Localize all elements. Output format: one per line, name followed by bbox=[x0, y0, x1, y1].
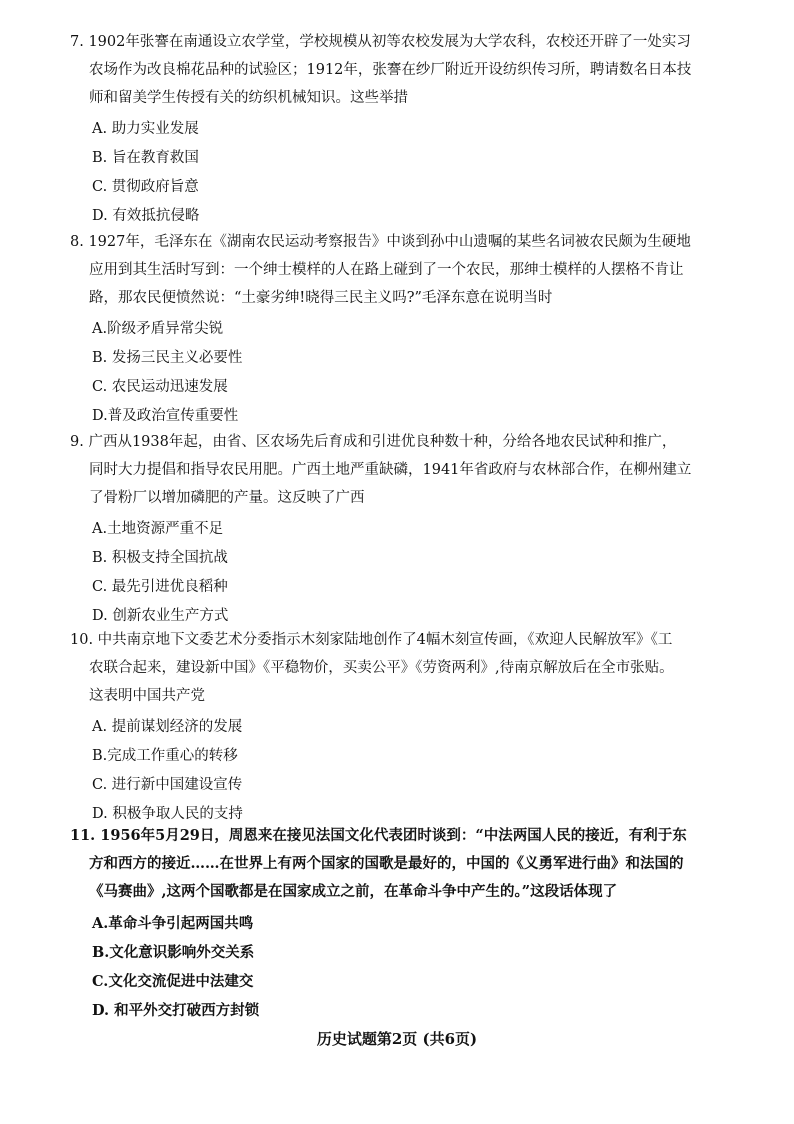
option-a: A. 助力实业发展 bbox=[92, 121, 199, 137]
stem-line: 农联合起来，建设新中国》《平稳物价，买卖公平》《劳资两利》,待南京解放后在全市张贴。 bbox=[89, 660, 674, 676]
stem-line: 10. 中共南京地下文委艺术分委指示木刻家陆地创作了4幅木刻宣传画，《欢迎人民解放军》《工 bbox=[70, 632, 673, 648]
option-d: D. 和平外交打破西方封锁 bbox=[92, 1002, 260, 1019]
stem-line: 同时大力提倡和指导农民用肥。广西土地严重缺磷，1941年省政府与农林部合作，在柳州建立 bbox=[89, 462, 692, 478]
option-b: B. 旨在教育救国 bbox=[92, 150, 199, 166]
question-10 bbox=[70, 626, 750, 829]
stem-line: 方和西方的接近……在世界上有两个国家的国歌是最好的，中国的《义勇军进行曲》和法国的 bbox=[89, 855, 684, 872]
option-a: A.革命斗争引起两国共鸣 bbox=[92, 915, 254, 932]
option-b: B.文化意识影响外交关系 bbox=[92, 944, 255, 961]
option-d: D. 有效抵抗侵略 bbox=[92, 208, 200, 224]
stem-line: 这表明中国共产党 bbox=[89, 688, 205, 704]
option-a: A. 提前谋划经济的发展 bbox=[92, 719, 243, 735]
option-c: C. 农民运动迅速发展 bbox=[92, 379, 228, 395]
option-b: B. 发扬三民主义必要性 bbox=[92, 350, 243, 366]
option-c: C. 进行新中国建设宣传 bbox=[92, 777, 243, 793]
question-stem bbox=[70, 428, 750, 512]
stem-line: 路，那农民便愤然说：“土豪劣绅!晓得三民主义吗?”毛泽东意在说明当时 bbox=[89, 290, 553, 306]
options-list bbox=[70, 115, 750, 231]
question-stem bbox=[70, 626, 750, 710]
stem-line: 农场作为改良棉花品种的试验区；1912年，张謇在纱厂附近开设纺织传习所，聘请数名日本技 bbox=[89, 62, 692, 78]
page-footer: 历史试题第2页 (共6页) bbox=[316, 1030, 478, 1048]
stem-line: 应用到其生活时写到：一个绅士模样的人在路上碰到了一个农民，那绅士模样的人摆格不肯让 bbox=[89, 262, 684, 278]
options-list bbox=[70, 315, 750, 431]
option-c: C. 最先引进优良稻种 bbox=[92, 579, 228, 595]
stem-line: 师和留美学生传授有关的纺织机械知识。这些举措 bbox=[89, 90, 408, 106]
options-list bbox=[70, 515, 750, 631]
options-list bbox=[70, 909, 750, 1025]
option-b: B.完成工作重心的转移 bbox=[92, 748, 238, 764]
options-list bbox=[70, 713, 750, 829]
question-stem bbox=[70, 228, 750, 312]
question-stem bbox=[70, 28, 750, 112]
question-7 bbox=[70, 28, 750, 231]
option-b: B. 积极支持全国抗战 bbox=[92, 550, 228, 566]
option-a: A.土地资源严重不足 bbox=[92, 521, 224, 537]
question-9 bbox=[70, 428, 750, 631]
stem-line: 9. 广西从1938年起，由省、区农场先后育成和引进优良种数十种，分给各地农民试种和推广， bbox=[70, 434, 677, 450]
stem-line: 了骨粉厂以增加磷肥的产量。这反映了广西 bbox=[89, 490, 365, 506]
stem-line: 《马赛曲》,这两个国歌都是在国家成立之前，在革命斗争中产生的。”这段话体现了 bbox=[89, 883, 618, 900]
stem-line: 11. 1956年5月29日，周恩来在接见法国文化代表团时谈到：“中法两国人民的接近，有利于东 bbox=[70, 827, 687, 844]
question-8 bbox=[70, 228, 750, 431]
question-stem bbox=[70, 822, 750, 906]
stem-line: 7. 1902年张謇在南通设立农学堂，学校规模从初等农校发展为大学农科，农校还开辟了一处实习 bbox=[70, 34, 691, 50]
option-c: C. 贯彻政府旨意 bbox=[92, 179, 199, 195]
question-11 bbox=[70, 822, 750, 1025]
option-c: C.文化交流促进中法建交 bbox=[92, 973, 254, 990]
option-d: D. 创新农业生产方式 bbox=[92, 608, 229, 624]
option-d: D. 积极争取人民的支持 bbox=[92, 806, 243, 822]
stem-line: 8. 1927年，毛泽东在《湖南农民运动考察报告》中谈到孙中山遗嘱的某些名词被农民颇为生硬地 bbox=[70, 234, 691, 250]
option-a: A.阶级矛盾异常尖锐 bbox=[92, 321, 224, 337]
option-d: D.普及政治宣传重要性 bbox=[92, 408, 239, 424]
